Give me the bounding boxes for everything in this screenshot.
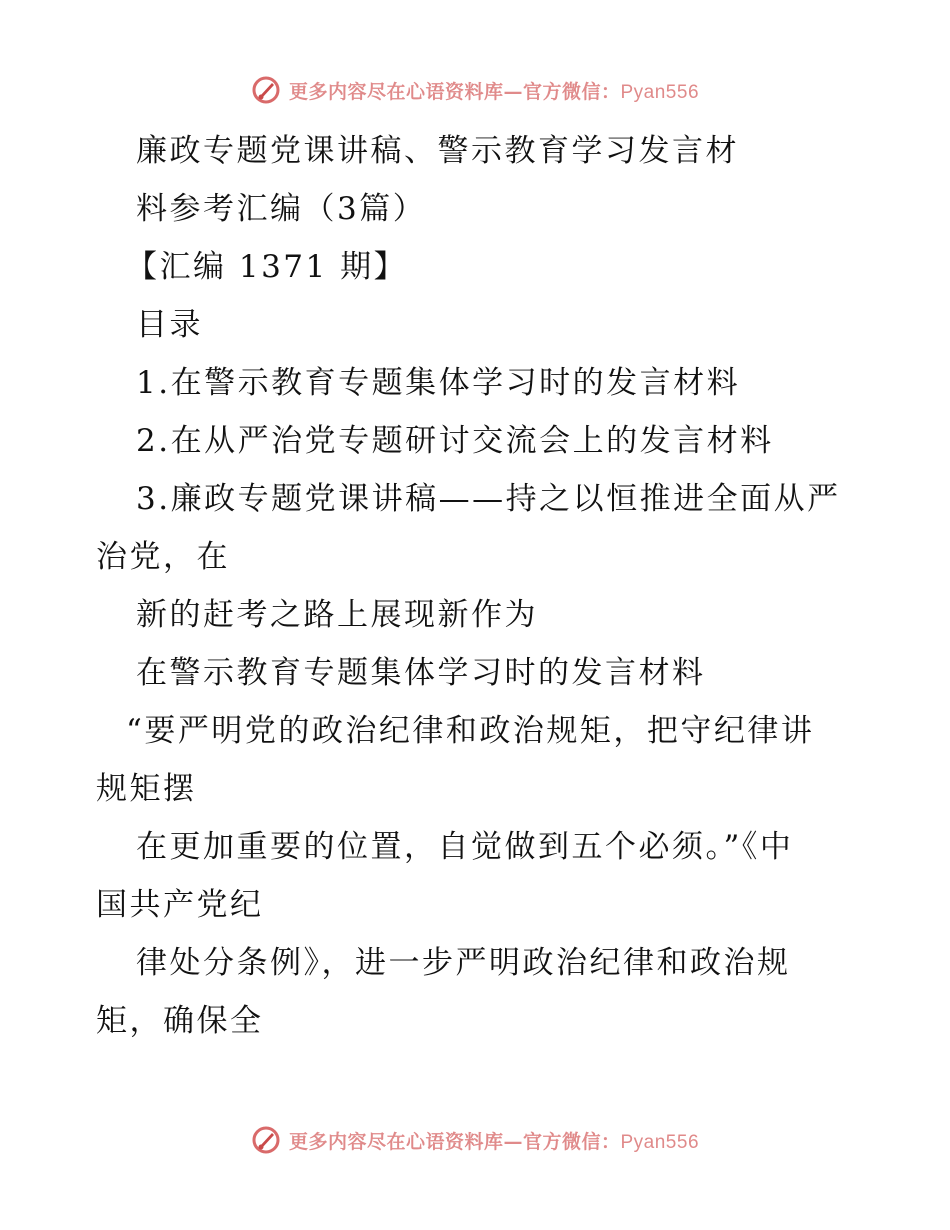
watermark-id: Pyan556: [620, 1131, 700, 1153]
watermark-text: 更多内容尽在心语资料库—官方微信：Pyan556: [288, 1130, 700, 1153]
toc-item-3-cont: 治党，在: [96, 539, 230, 575]
toc-item-1: 1.在警示教育专题集体学习时的发言材料: [136, 365, 741, 401]
paragraph-line: 律处分条例》，进一步严明政治纪律和政治规: [136, 945, 791, 981]
toc-heading: 目录: [136, 307, 203, 343]
document-body: [96, 122, 866, 1050]
issue-number: 【汇编 1371 期】: [126, 249, 408, 285]
title-line-1: 廉政专题党课讲稿、警示教育学习发言材: [136, 133, 739, 169]
paragraph-line: 矩，确保全: [96, 1003, 264, 1039]
brush-seal-icon: [251, 1125, 281, 1155]
title-line-2: 料参考汇编（3篇）: [136, 191, 427, 227]
watermark-id: Pyan556: [620, 81, 700, 103]
header-watermark: [0, 70, 950, 110]
toc-item-2: 2.在从严治党专题研讨交流会上的发言材料: [136, 423, 774, 459]
toc-item-3: 3.廉政专题党课讲稿——持之以恒推进全面从严: [136, 481, 841, 517]
paragraph-line: “要严明党的政治纪律和政治规矩，把守纪律讲: [126, 713, 815, 749]
watermark-text: 更多内容尽在心语资料库—官方微信：Pyan556: [288, 80, 700, 103]
footer-watermark: [0, 1120, 950, 1160]
toc-item-3-subtitle: 新的赶考之路上展现新作为: [136, 597, 538, 633]
paragraph-line: 国共产党纪: [96, 887, 264, 923]
section-heading: 在警示教育专题集体学习时的发言材料: [136, 655, 706, 691]
brush-seal-icon: [251, 75, 281, 105]
paragraph-line: 在更加重要的位置，自觉做到五个必须。”《中: [136, 829, 794, 865]
paragraph-line: 规矩摆: [96, 771, 197, 807]
